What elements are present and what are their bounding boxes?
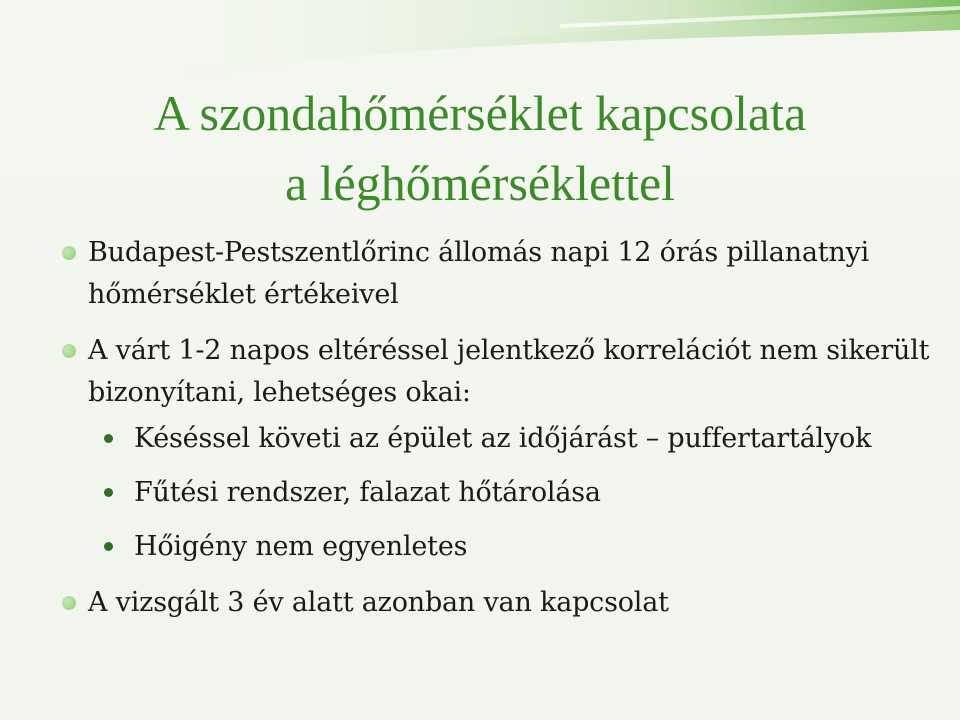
bullet-item: Budapest-Pestszentlőrinc állomás napi 12 órás pillanatnyi hőmérséklet értékeivel xyxy=(60,232,930,316)
title-line-1: A szondahőmérséklet kapcsolata xyxy=(153,85,807,141)
slide-content xyxy=(60,232,930,624)
sub-bullet-item: Késéssel követi az épület az időjárást – puffertartályok xyxy=(98,418,930,460)
bullet-list xyxy=(60,232,930,624)
bullet-item: A vizsgált 3 év alatt azonban van kapcsolat xyxy=(60,582,930,624)
bullet-item xyxy=(60,330,930,568)
slide-title xyxy=(0,78,960,218)
sub-bullet-item: Hőigény nem egyenletes xyxy=(98,526,930,568)
title-line-2: a léghőmérséklettel xyxy=(284,155,676,211)
sub-bullet-item: Fűtési rendszer, falazat hőtárolása xyxy=(98,472,930,514)
bullet-text: A várt 1-2 napos eltéréssel jelentkező korrelációt nem sikerült bizonyítani, lehetséges okai: xyxy=(88,335,930,408)
sub-bullet-list xyxy=(88,418,930,568)
